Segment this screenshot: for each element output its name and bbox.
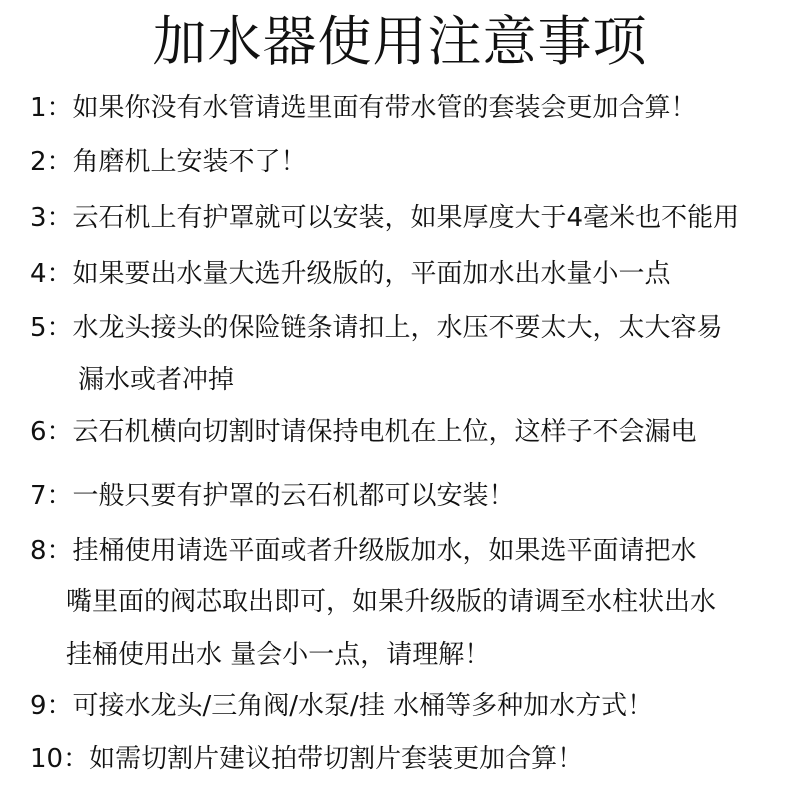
note-8-continued: 嘴里面的阀芯取出即可，如果升级版的请调至水柱状出水 xyxy=(66,587,717,617)
note-1: 1：如果你没有水管请选里面有带水管的套装会更加合算！ xyxy=(30,93,697,123)
note-7: 7：一般只要有护罩的云石机都可以安装！ xyxy=(30,481,515,511)
note-2: 2：角磨机上安装不了！ xyxy=(30,147,307,177)
page-title: 加水器使用注意事项 xyxy=(152,10,648,73)
note-5: 5：水龙头接头的保险链条请扣上，水压不要太大，太大容易 xyxy=(30,313,723,343)
note-5-continued: 漏水或者冲掉 xyxy=(78,365,235,395)
note-3: 3：云石机上有护罩就可以安装，如果厚度大于4毫米也不能用 xyxy=(30,203,740,233)
note-6: 6：云石机横向切割时请保持电机在上位，这样子不会漏电 xyxy=(30,417,697,447)
note-8: 8：挂桶使用请选平面或者升级版加水，如果选平面请把水 xyxy=(30,536,697,566)
note-10: 10：如需切割片建议拍带切割片套装更加合算！ xyxy=(30,744,584,774)
note-4: 4：如果要出水量大选升级版的，平面加水出水量小一点 xyxy=(30,259,671,289)
note-8-continued-2: 挂桶使用出水 量会小一点，请理解！ xyxy=(66,640,491,670)
note-9: 9：可接水龙头/三角阀/水泵/挂 水桶等多种加水方式！ xyxy=(30,691,654,721)
